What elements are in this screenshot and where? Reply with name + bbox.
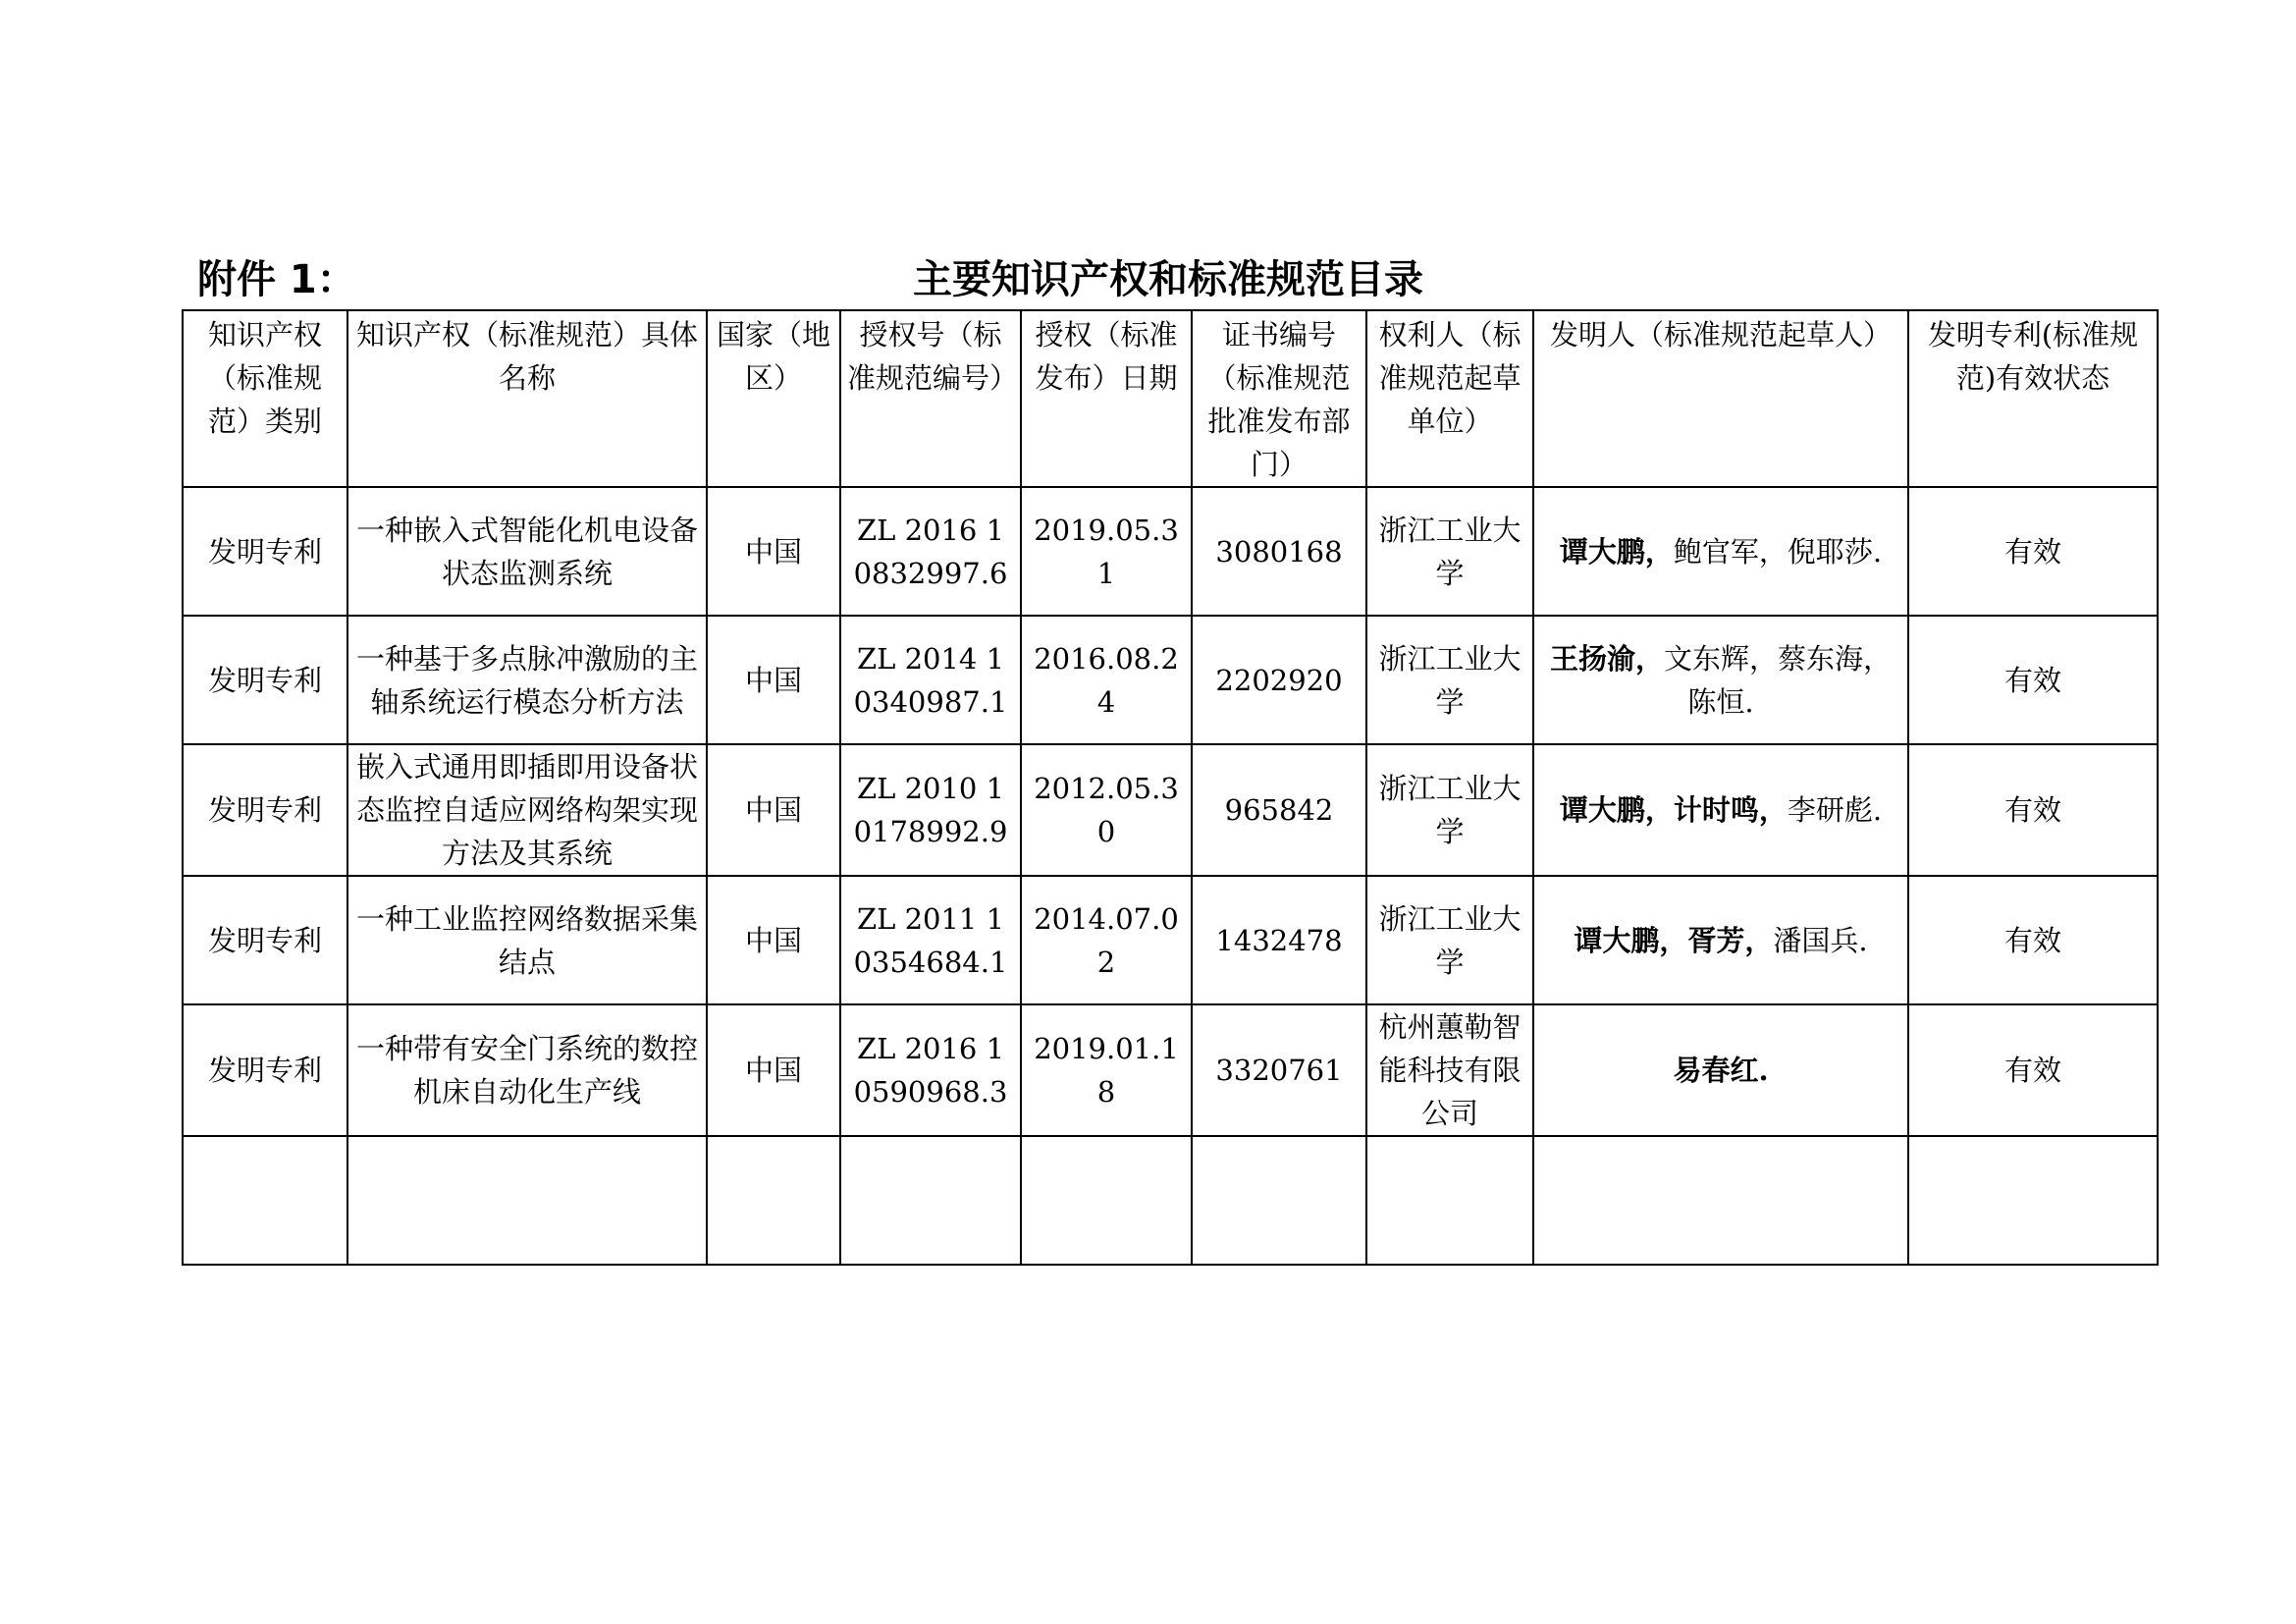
inventor-others: 潘国兵.	[1773, 923, 1868, 957]
cell-status: 有效	[1908, 744, 2158, 876]
cell-date: 2019.05.31	[1021, 487, 1192, 616]
column-header-date: 授权（标准发布）日期	[1021, 310, 1192, 487]
cell-certificate: 3320761	[1192, 1004, 1366, 1136]
inventor-lead: 易春红.	[1673, 1054, 1769, 1087]
table-row	[183, 616, 2158, 744]
cell-date: 2016.08.24	[1021, 616, 1192, 744]
inventor-lead: 王扬渝，	[1549, 641, 1664, 676]
cell-category: 发明专利	[183, 616, 347, 744]
cell-status: 有效	[1908, 487, 2158, 616]
cell-country: 中国	[707, 1004, 840, 1136]
cell-number: ZL 2011 1 0354684.1	[840, 876, 1021, 1004]
inventor-others: 文东辉，蔡东海，陈恒.	[1664, 641, 1893, 719]
cell-name: 嵌入式通用即插即用设备状态监控自适应网络构架实现方法及其系统	[347, 744, 707, 876]
column-header-number: 授权号（标准规范编号）	[840, 310, 1021, 487]
table-row	[183, 1004, 2158, 1136]
empty-cell	[840, 1136, 1021, 1265]
cell-date: 2014.07.02	[1021, 876, 1192, 1004]
cell-certificate: 1432478	[1192, 876, 1366, 1004]
cell-certificate: 965842	[1192, 744, 1366, 876]
cell-name: 一种基于多点脉冲激励的主轴系统运行模态分析方法	[347, 616, 707, 744]
cell-certificate: 3080168	[1192, 487, 1366, 616]
cell-holder: 浙江工业大学	[1366, 487, 1533, 616]
empty-cell	[1021, 1136, 1192, 1265]
cell-number: ZL 2014 1 0340987.1	[840, 616, 1021, 744]
empty-cell	[1908, 1136, 2158, 1265]
cell-inventor	[1533, 744, 1908, 876]
table-header-row	[183, 310, 2158, 487]
cell-name: 一种带有安全门系统的数控机床自动化生产线	[347, 1004, 707, 1136]
cell-number: ZL 2016 1 0590968.3	[840, 1004, 1021, 1136]
empty-cell	[1533, 1136, 1908, 1265]
cell-inventor	[1533, 876, 1908, 1004]
cell-number: ZL 2010 1 0178992.9	[840, 744, 1021, 876]
cell-category: 发明专利	[183, 744, 347, 876]
cell-country: 中国	[707, 744, 840, 876]
cell-certificate: 2202920	[1192, 616, 1366, 744]
cell-status: 有效	[1908, 876, 2158, 1004]
page-heading	[182, 250, 2155, 309]
table-row-empty	[183, 1136, 2158, 1265]
cell-holder: 杭州蕙勒智能科技有限公司	[1366, 1004, 1533, 1136]
cell-holder: 浙江工业大学	[1366, 876, 1533, 1004]
cell-country: 中国	[707, 487, 840, 616]
column-header-category: 知识产权（标准规范）类别	[183, 310, 347, 487]
cell-name: 一种嵌入式智能化机电设备状态监测系统	[347, 487, 707, 616]
cell-holder: 浙江工业大学	[1366, 744, 1533, 876]
cell-category: 发明专利	[183, 487, 347, 616]
cell-inventor	[1533, 487, 1908, 616]
inventor-others: 李研彪.	[1787, 793, 1883, 827]
table-row	[183, 487, 2158, 616]
column-header-country: 国家（地区）	[707, 310, 840, 487]
empty-cell	[183, 1136, 347, 1265]
ip-standards-table	[182, 309, 2159, 1266]
cell-name: 一种工业监控网络数据采集结点	[347, 876, 707, 1004]
inventor-lead: 谭大鹏，计时鸣，	[1559, 793, 1788, 827]
column-header-inventor: 发明人（标准规范起草人）	[1533, 310, 1908, 487]
table-row	[183, 744, 2158, 876]
cell-status: 有效	[1908, 616, 2158, 744]
cell-inventor	[1533, 616, 1908, 744]
cell-inventor	[1533, 1004, 1908, 1136]
cell-date: 2012.05.30	[1021, 744, 1192, 876]
cell-category: 发明专利	[183, 876, 347, 1004]
empty-cell	[347, 1136, 707, 1265]
cell-date: 2019.01.18	[1021, 1004, 1192, 1136]
cell-holder: 浙江工业大学	[1366, 616, 1533, 744]
cell-status: 有效	[1908, 1004, 2158, 1136]
empty-cell	[707, 1136, 840, 1265]
cell-category: 发明专利	[183, 1004, 347, 1136]
inventor-lead: 谭大鹏，	[1559, 534, 1674, 568]
cell-country: 中国	[707, 616, 840, 744]
inventor-others: 鲍官军，倪耶莎.	[1673, 534, 1883, 568]
cell-number: ZL 2016 1 0832997.6	[840, 487, 1021, 616]
attachment-label: 附件 1：	[197, 257, 356, 302]
empty-cell	[1366, 1136, 1533, 1265]
column-header-holder: 权利人（标准规范起草单位）	[1366, 310, 1533, 487]
document-title: 主要知识产权和标准规范目录	[913, 257, 1423, 302]
column-header-status: 发明专利(标准规范)有效状态	[1908, 310, 2158, 487]
cell-country: 中国	[707, 876, 840, 1004]
column-header-name: 知识产权（标准规范）具体名称	[347, 310, 707, 487]
inventor-lead: 谭大鹏，胥芳，	[1574, 923, 1774, 957]
empty-cell	[1192, 1136, 1366, 1265]
column-header-certificate: 证书编号（标准规范批准发布部门）	[1192, 310, 1366, 487]
table-row	[183, 876, 2158, 1004]
